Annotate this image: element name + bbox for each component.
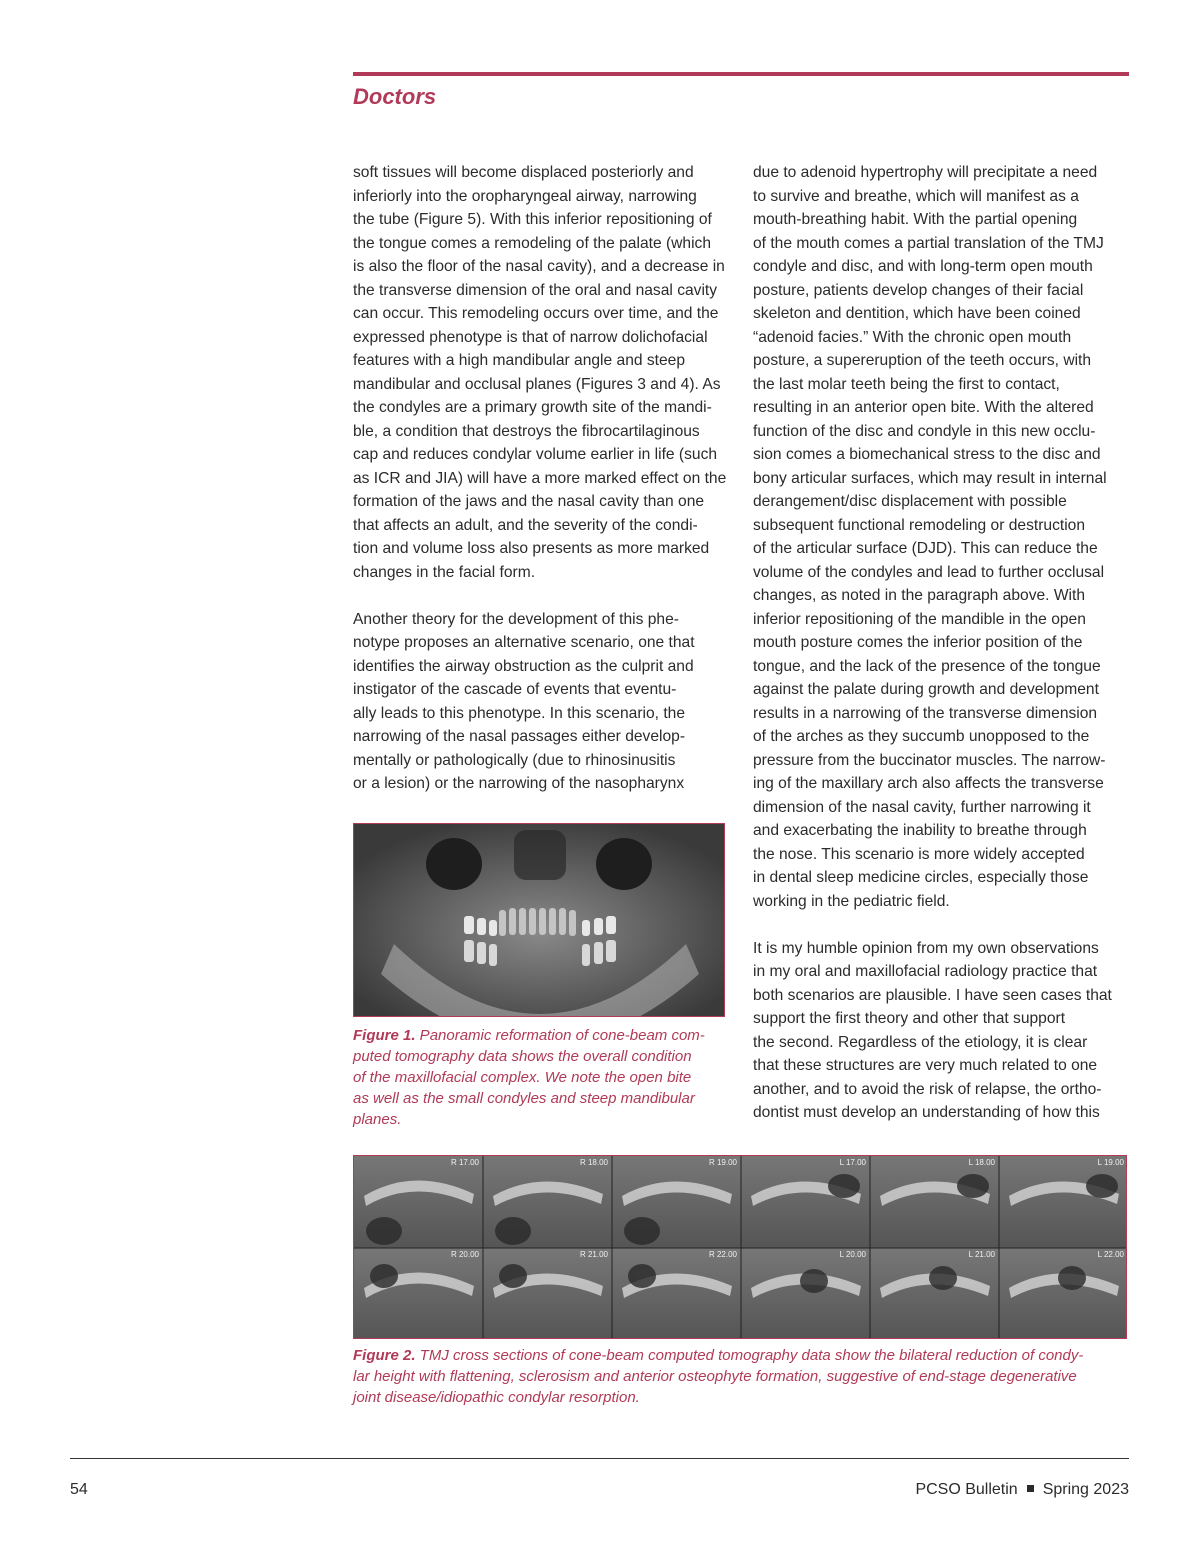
figure-1-label: Figure 1.	[353, 1027, 416, 1044]
bullet-separator-icon	[1027, 1485, 1034, 1492]
figure-1-panoramic-xray	[353, 823, 725, 1017]
footer-rule	[70, 1458, 1129, 1459]
figure-2-caption-text: TMJ cross sections of cone-beam computed tomography data show the bilateral reduction of condy- lar height with flattening, sclerosism and anterior osteophyte formation, suggestive of end-stage degenerative joint disease/idiopathic condylar resorption.	[353, 1347, 1084, 1406]
tmj-label-top-3: R 19.00	[708, 1158, 737, 1167]
tmj-label-bottom-6: L 22.00	[1097, 1250, 1124, 1259]
tmj-label-bottom-2: R 21.00	[579, 1250, 608, 1259]
tmj-label-top-2: R 18.00	[579, 1158, 608, 1167]
tmj-label-bottom-1: R 20.00	[450, 1250, 479, 1259]
tmj-label-bottom-5: L 21.00	[968, 1250, 995, 1259]
left-column	[353, 161, 731, 796]
tmj-label-top-5: L 18.00	[968, 1158, 995, 1167]
publication-info	[915, 1481, 1129, 1499]
figure-2-caption	[353, 1345, 1129, 1408]
left-paragraph-2: Another theory for the development of this phe- notype proposes an alternative scenario, one that identifies the airway obstruction as the culprit and instigator of the cascade of events that eventu- ally leads to this phenotype. In this scenario, the narrowing of the nasal passages either develop- mentally or pathologically (due to rhinosinusitis or a lesion) or the narrowing of the nasopharynx	[353, 610, 695, 792]
tmj-label-top-4: L 17.00	[839, 1158, 866, 1167]
publication-name: PCSO Bulletin	[915, 1481, 1018, 1498]
tmj-label-bottom-4: L 20.00	[839, 1250, 866, 1259]
figure-1-caption	[353, 1025, 733, 1130]
figure-2-label: Figure 2.	[353, 1347, 416, 1364]
tmj-label-top-6: L 19.00	[1097, 1158, 1124, 1167]
issue-date: Spring 2023	[1042, 1481, 1129, 1498]
right-paragraph-2: It is my humble opinion from my own observations in my oral and maxillofacial radiology practice that both scenarios are plausible. I have seen cases that support the first theory and other that support the second. Regardless of the etiology, it is clear that these structures are very much related to one another, and to avoid the risk of relapse, the ortho- dontist must develop an understanding of how this	[753, 939, 1112, 1121]
tmj-label-bottom-3: R 22.00	[708, 1250, 737, 1259]
right-paragraph-1: due to adenoid hypertrophy will precipitate a need to survive and breathe, which will manifest as a mouth-breathing habit. With the partial opening of the mouth comes a partial translation of the TMJ condyle and disc, and with long-term open mouth posture, patients develop changes of their facial skeleton and dentition, which have been coined “adenoid facies.” With the chronic open mouth posture, a supereruption of the teeth occurs, with the last molar teeth being the first to contact, resulting in an anterior open bite. With the altered function of the disc and condyle in this new occlu- sion comes a biomechanical stress to the disc and bony articular surfaces, which may result in internal derangement/disc displacement with possible subsequent functional remodeling or destruction of the articular surface (DJD). This can reduce the volume of the condyles and lead to further occlusal changes, as noted in the paragraph above. With inferior repositioning of the mandible in the open mouth posture comes the inferior position of the tongue, and the lack of the presence of the tongue against the palate during growth and development results in a narrowing of the transverse dimension of the arches as they succumb unopposed to the pressure from the buccinator muscles. The narrow- ing of the maxillary arch also affects the transverse dimension of the nasal cavity, further narrowing it and exacerbating the inability to breathe through the nose. This scenario is more widely accepted in dental sleep medicine circles, especially those working in the pediatric field.	[753, 164, 1107, 910]
right-column	[753, 161, 1131, 1125]
page-number: 54	[70, 1481, 88, 1498]
left-paragraph-1: soft tissues will become displaced posteriorly and inferiorly into the oropharyngeal airway, narrowing the tube (Figure 5). With this inferior repositioning of the tongue comes a remodeling of the palate (which is also the floor of the nasal cavity), and a decrease in the transverse dimension of the oral and nasal cavity can occur. This remodeling occurs over time, and the expressed phenotype is that of narrow dolichofacial features with a high mandibular angle and steep mandibular and occlusal planes (Figures 3 and 4). As the condyles are a primary growth site of the mandi- ble, a condition that destroys the fibrocartilaginous cap and reduces condylar volume earlier in life (such as ICR and JIA) will have a more marked effect on the formation of the jaws and the nasal cavity than one that affects an adult, and the severity of the condi- tion and volume loss also presents as more marked changes in the facial form.	[353, 164, 727, 581]
figure-1-caption-text: Panoramic reformation of cone-beam com- puted tomography data shows the overall condition of the maxillofacial complex. We note the open bite as well as the small condyles and steep mandibular planes.	[353, 1027, 705, 1128]
tmj-cross-section-grid	[354, 1156, 1127, 1339]
panoramic-xray-image	[354, 824, 725, 1017]
section-title: Doctors	[353, 84, 437, 109]
header-rule	[353, 72, 1129, 76]
tmj-label-top-1: R 17.00	[450, 1158, 479, 1167]
figure-2-tmj-cross-sections	[353, 1155, 1127, 1339]
